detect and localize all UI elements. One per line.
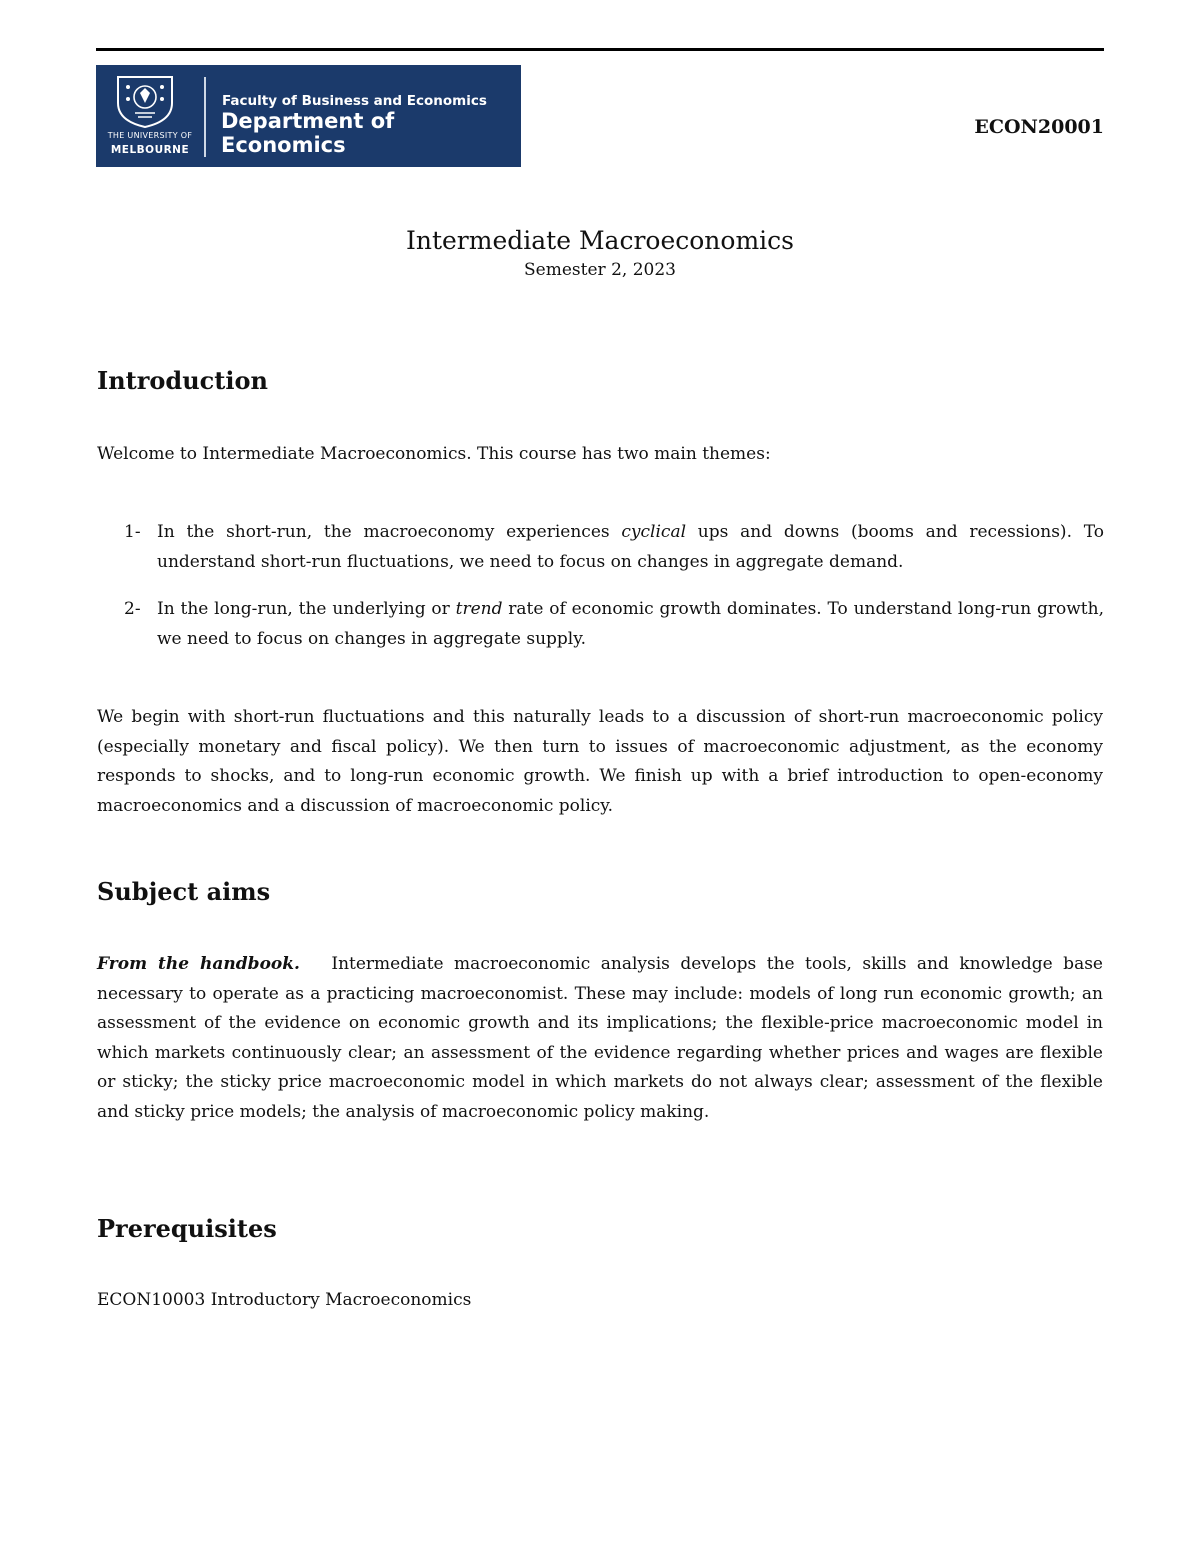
university-logo [96, 65, 521, 167]
prerequisites-heading: Prerequisites [97, 1214, 277, 1243]
list-item [124, 595, 1104, 654]
subject-aims-text: Intermediate macroeconomic analysis develops the tools, skills and knowledge base necessary to operate as a practicing macroeconomist. These may include: models of long run economic growth; an assessment of the evidence on economic growth and its implications; the flexible-price macroeconomic model in which markets continuously clear; an assessment of the evidence regarding whether prices and wages are flexible or sticky; the sticky price macroeconomic model in which markets do not always clear; assessment of the flexible and sticky price models; the analysis of macroeconomic policy making. [97, 954, 1103, 1122]
introduction-paragraph: We begin with short-run fluctuations and this naturally leads to a discussion of short-run macroeconomic policy (especially monetary and fiscal policy). We then turn to issues of macroeconomic adjustment, as the economy responds to shocks, and to long-run economic growth. We finish up with a brief introduction to open-economy macroeconomics and a discussion of macroeconomic policy. [97, 707, 1103, 816]
faculty-name: Faculty of Business and Economics [222, 93, 487, 109]
university-name-line2: MELBOURNE [110, 144, 190, 156]
list-item-text: In the long-run, the underlying or trend rate of economic growth dominates. To understand long-run growth, we need to focus on changes in aggregate supply. [157, 599, 1104, 649]
prerequisites-text: ECON10003 Introductory Macroeconomics [97, 1290, 472, 1310]
top-rule [96, 48, 1104, 51]
university-name-line1: THE UNIVERSITY OF [107, 131, 193, 140]
subject-aims-paragraph [97, 950, 1103, 1128]
document-title: Intermediate Macroeconomics [405, 226, 794, 255]
list-item-text: In the short-run, the macroeconomy experiences cyclical ups and downs (booms and recessions). To understand short-run fluctuations, we need to focus on changes in aggregate demand. [157, 522, 1105, 572]
list-number: 1- [124, 522, 141, 542]
list-number: 2- [124, 599, 141, 619]
department-name: Department of Economics [221, 109, 395, 157]
handbook-lead: From the handbook. [97, 954, 300, 974]
subject-aims-heading: Subject aims [97, 877, 271, 906]
emphasis-trend: trend [455, 599, 503, 619]
list-item [124, 518, 1104, 577]
university-crest-icon [110, 73, 180, 129]
semester-subtitle: Semester 2, 2023 [524, 260, 676, 280]
introduction-heading: Introduction [97, 366, 268, 395]
logo-divider [204, 77, 206, 157]
introduction-welcome: Welcome to Intermediate Macroeconomics. This course has two main themes: [97, 444, 771, 464]
emphasis-cyclical: cyclical [621, 522, 687, 542]
course-code: ECON20001 [974, 116, 1104, 138]
